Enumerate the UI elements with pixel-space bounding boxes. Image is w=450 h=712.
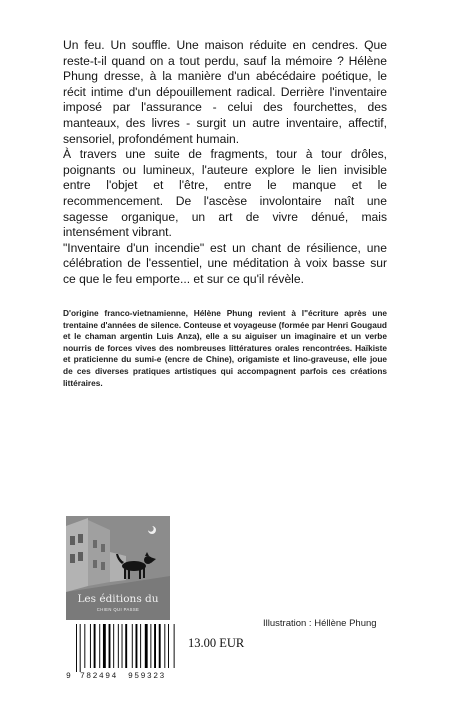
barcode-bar [150, 624, 151, 668]
barcode-bar [103, 624, 106, 668]
barcode-bar [140, 624, 141, 668]
blurb-paragraph-1: Un feu. Un souffle. Une maison réduite en cendres. Que reste-t-il quand on a tout perdu, sauf la mémoire ? Hélène Phung dresse, à la manière d'un abécédaire poétique, le récit intime d'un dépouillement radical. Derrière l'inventaire imposé par l'assurance - celui des fourchettes, des manteaux, des livres - surgit un autre inventaire, affectif, sensoriel, profondément humain. [63, 38, 387, 146]
publisher-name: Les éditions du [77, 593, 159, 605]
barcode-bar [125, 624, 127, 668]
publisher-logo [66, 516, 170, 620]
blurb-paragraph-3: "Inventaire d'un incendie" est un chant de résilience, une célébration de l'essentiel, une méditation à voix basse sur ce que le feu emporte... et sur ce qu'il révèle. [63, 240, 387, 286]
barcode-bar [168, 624, 169, 668]
barcode-bar [159, 624, 161, 668]
isbn-first-digit: 9 [66, 672, 71, 681]
barcode-bar [109, 624, 111, 668]
barcode-bar [76, 624, 77, 672]
barcode-bar [174, 624, 175, 668]
barcode-bar [164, 624, 165, 668]
barcode-bar [132, 624, 133, 668]
isbn-digits-left: 782494 [80, 672, 118, 681]
isbn-digits-right: 959323 [128, 672, 166, 681]
illustration-credit: Illustration : Héllène Phung [263, 618, 377, 629]
barcode-bar [145, 624, 148, 668]
barcode-bar [154, 624, 156, 668]
barcode-bar [94, 624, 96, 668]
barcode-bar [99, 624, 100, 668]
barcode-bar [122, 624, 123, 668]
price: 13.00 EUR [188, 636, 245, 650]
blurb-paragraph-2: À travers une suite de fragments, tour à tour drôles, poignants ou lumineux, l'auteure explore le lien invisible entre l'objet et l'être, entre le manque et le recommencement. De l'ascèse involontaire naît une sagesse organique, un art de vivre dénué, mais intensément vibrant. [63, 147, 387, 240]
barcode-bar [90, 624, 91, 668]
publisher-subtitle: CHIEN QUI PASSE [96, 607, 140, 612]
barcode-bar [80, 624, 81, 672]
barcode-bar [113, 624, 114, 668]
isbn-barcode [66, 624, 176, 672]
author-bio: D'origine franco-vietnamienne, Hélène Phung revient à l"écriture après une trentaine d'années de silence. Conteuse et voyageuse (formée par Henri Gougaud et le chaman argentin Luis Anza), elle a su aiguiser un imaginaire et un verbe nourris de forces vives des nombreuses littératures orales rencontrées. Haïkiste et praticienne du sumi-e (encre de Chine), origamiste et lino-graveuse, elle joue de ces diverses pratiques artistiques qui accompagnent parfois ces créations littéraires. [63, 308, 387, 388]
barcode-bar [84, 624, 85, 668]
barcode-bar [136, 624, 138, 668]
back-cover-blurb [63, 38, 387, 288]
barcode-bar [118, 624, 119, 668]
